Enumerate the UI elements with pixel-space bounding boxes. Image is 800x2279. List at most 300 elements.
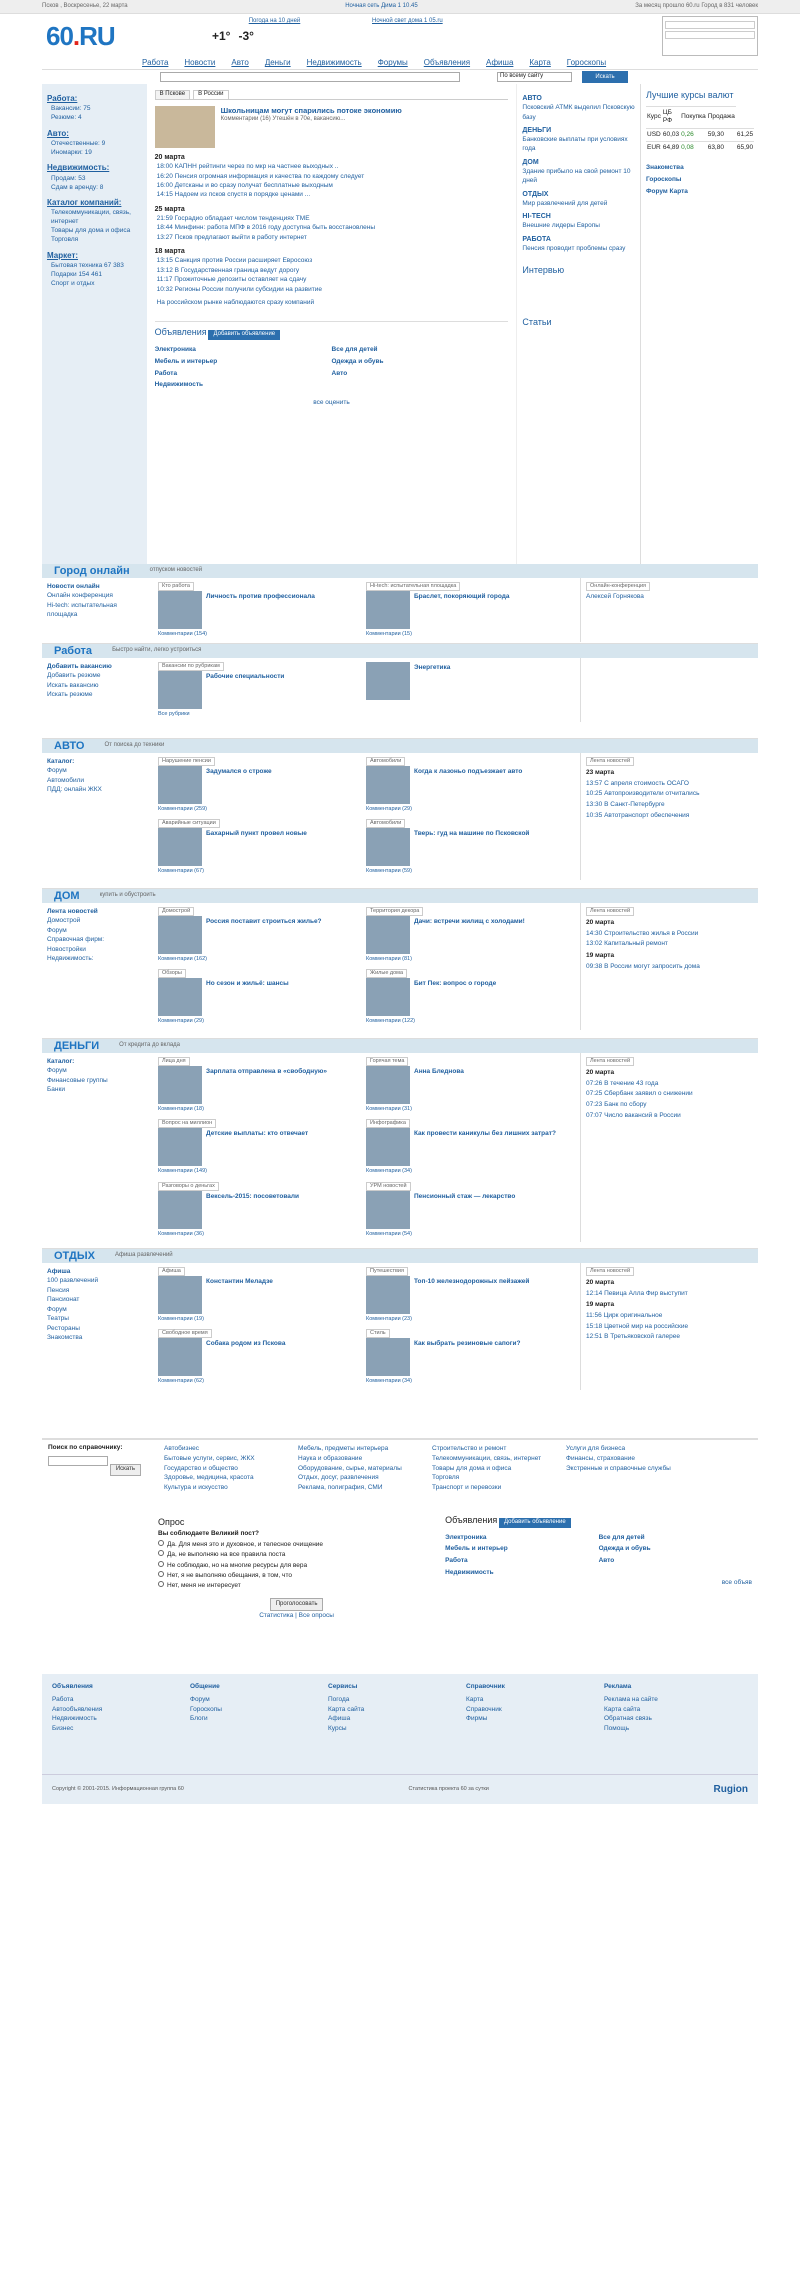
card-title[interactable]: Но сезон и жильё: шансы <box>206 980 289 988</box>
card-comments[interactable]: Комментарии (54) <box>366 1230 412 1237</box>
rubric-heading[interactable]: HI-TECH <box>522 213 551 221</box>
section-left-item[interactable]: Театры <box>47 1315 69 1323</box>
section-card[interactable] <box>158 662 360 718</box>
card-label[interactable]: Hi-tech: испытательная площадка <box>366 582 460 591</box>
tab-0[interactable]: В Пскове <box>155 90 190 99</box>
card-image[interactable] <box>158 591 202 629</box>
news-item[interactable]: 10:25 Автопроизводители отчитались <box>586 790 700 798</box>
section-left-item[interactable]: Искать вакансию <box>47 681 99 689</box>
card-comments[interactable]: Комментарии (29) <box>158 1018 204 1025</box>
catalog-link[interactable]: Транспорт и перевозки <box>432 1484 502 1491</box>
section-left-item[interactable]: Искать резюме <box>47 691 93 699</box>
poll-ad-category[interactable]: Электроника <box>445 1533 487 1541</box>
card-title[interactable]: Задумался о строже <box>206 768 272 776</box>
lead-title[interactable]: Школьницам могут спарились потоке экономию <box>220 106 402 115</box>
catalog-link[interactable]: Мебель, предметы интерьера <box>298 1445 389 1452</box>
catalog-search-input[interactable] <box>48 1456 108 1466</box>
rubric-heading[interactable]: ДЕНЬГИ <box>522 126 552 134</box>
card-image[interactable] <box>366 1191 410 1229</box>
section-title[interactable]: Город онлайн <box>54 564 130 577</box>
nav-item-2[interactable]: Авто <box>231 58 249 68</box>
section-card[interactable] <box>366 1119 568 1175</box>
news-item[interactable]: 07:26 В течение 43 года <box>586 1079 659 1087</box>
left-item[interactable]: Вакансии: 75 <box>51 105 91 113</box>
catalog-link[interactable]: Торговля <box>432 1474 460 1482</box>
ad-category[interactable]: Недвижимость <box>154 381 204 389</box>
footer-link[interactable]: Фирмы <box>466 1715 488 1723</box>
rubric-text[interactable]: Пенсия проводит проблемы сразу <box>522 244 626 252</box>
radio-icon[interactable] <box>158 1561 164 1567</box>
card-label[interactable]: Свободное время <box>158 1329 212 1338</box>
card-title[interactable]: Бит Пек: вопрос о городе <box>414 980 497 988</box>
ad-category[interactable]: Мебель и интерьер <box>154 357 218 365</box>
nav-item-1[interactable]: Новости <box>184 58 216 68</box>
site-logo[interactable] <box>46 20 115 54</box>
news-item[interactable]: 18:44 Минфинн: работа МПФ в 2016 году доступна быть восстановлены <box>156 224 375 232</box>
card-label[interactable]: Домострой <box>158 907 194 916</box>
section-card[interactable] <box>158 1057 360 1113</box>
right-link[interactable]: Гороскопы <box>646 176 682 184</box>
section-left-item[interactable]: Форум <box>47 1067 67 1075</box>
add-ad-button[interactable]: Добавить объявление <box>208 330 280 340</box>
card-image[interactable] <box>158 671 202 709</box>
left-item[interactable]: Иномарки: 19 <box>51 149 92 157</box>
rubric-heading[interactable]: ОТДЫХ <box>522 190 549 198</box>
card-title[interactable]: Тверь: гуд на машине по Псковской <box>414 830 530 838</box>
login-field[interactable] <box>665 21 755 29</box>
card-label[interactable]: Территория декора <box>366 907 423 916</box>
nav-item-6[interactable]: Объявления <box>423 58 471 68</box>
card-comments[interactable]: Комментарии (34) <box>366 1168 412 1175</box>
nav-item-7[interactable]: Афиша <box>486 58 514 68</box>
section-card[interactable] <box>366 1182 568 1238</box>
footer-link[interactable]: Карта сайта <box>328 1705 365 1713</box>
card-image[interactable] <box>158 828 202 866</box>
card-label[interactable]: Обзоры <box>158 969 186 978</box>
weather-widget[interactable] <box>212 18 337 44</box>
card-image[interactable] <box>366 1066 410 1104</box>
catalog-link[interactable]: Строительство и ремонт <box>432 1445 507 1452</box>
section-card[interactable] <box>366 662 568 718</box>
vote-button[interactable]: Проголосовать <box>270 1598 324 1612</box>
news-item[interactable]: 12:51 В Третьяковской галерее <box>586 1333 680 1341</box>
footer-link[interactable]: Гороскопы <box>190 1705 222 1713</box>
right-link[interactable]: Форум Карта <box>646 187 688 195</box>
card-image[interactable] <box>158 916 202 954</box>
left-item[interactable]: Продам: 53 <box>51 174 86 182</box>
weather-title[interactable]: Погода на 10 дней <box>248 18 301 24</box>
card-title[interactable]: Браслет, покоряющий города <box>414 593 510 601</box>
section-card[interactable] <box>158 757 360 813</box>
footer-link[interactable]: Реклама на сайте <box>604 1695 658 1703</box>
news-item[interactable]: 13:30 В Санкт-Петербурге <box>586 801 665 809</box>
card-label[interactable]: Разговоры о деньгах <box>158 1182 219 1191</box>
section-left-item[interactable]: Добавить резюме <box>47 672 101 680</box>
section-left-item[interactable]: Домострой <box>47 917 81 925</box>
footer-link[interactable]: Афиша <box>328 1715 351 1723</box>
section-left-item[interactable]: Новости онлайн <box>47 583 100 590</box>
section-left-item[interactable]: ПДД: онлайн ЖКХ <box>47 786 102 794</box>
footer-link[interactable]: Бизнес <box>52 1725 74 1732</box>
poll-ad-category[interactable]: Работа <box>445 1557 468 1565</box>
lead-image[interactable] <box>155 106 215 148</box>
card-label[interactable]: Автомобили <box>366 819 405 828</box>
catalog-link[interactable]: Товары для дома и офиса <box>432 1464 512 1472</box>
section-card[interactable] <box>366 1329 568 1385</box>
left-item[interactable]: Подарки 154 461 <box>51 270 102 278</box>
news-item[interactable]: 07:25 Сбербанк заявил о снижении <box>586 1090 693 1098</box>
poll-links[interactable]: Статистика | Все опросы <box>259 1612 334 1620</box>
radio-icon[interactable] <box>158 1571 164 1577</box>
card-comments[interactable]: Комментарии (19) <box>158 1316 204 1323</box>
news-item[interactable]: 10:32 Регионы России получили субсидии на развитие <box>156 285 322 293</box>
card-image[interactable] <box>158 1276 202 1314</box>
card-label[interactable]: Вопрос на миллион <box>158 1119 216 1128</box>
card-image[interactable] <box>158 1066 202 1104</box>
catalog-link[interactable]: Услуги для бизнеса <box>566 1445 626 1452</box>
card-label[interactable]: Кто работа <box>158 582 194 591</box>
search-button[interactable]: Искать <box>582 71 628 83</box>
card-label[interactable]: Аварийные ситуации <box>158 819 220 828</box>
nav-item-5[interactable]: Форумы <box>377 58 408 68</box>
card-image[interactable] <box>158 978 202 1016</box>
ad-category[interactable]: Авто <box>331 369 348 377</box>
card-label[interactable]: Стиль <box>366 1329 390 1338</box>
left-item[interactable]: Сдам в аренду: 8 <box>51 183 104 191</box>
card-label[interactable]: Автомобили <box>366 757 405 766</box>
section-title[interactable]: Работа <box>54 644 93 657</box>
card-label[interactable]: Жилые дома <box>366 969 407 978</box>
radio-icon[interactable] <box>158 1540 164 1546</box>
section-left-item[interactable]: Недвижимость: <box>47 955 94 963</box>
radio-icon[interactable] <box>158 1550 164 1556</box>
poll-option[interactable] <box>158 1561 435 1571</box>
card-comments[interactable]: Комментарии (62) <box>158 1378 204 1385</box>
section-left-item[interactable]: Знакомства <box>47 1333 83 1341</box>
card-title[interactable]: Бахарный пункт провел новые <box>206 830 307 838</box>
card-title[interactable]: Рабочие специальности <box>206 673 285 681</box>
rubric-text[interactable]: Здание прибыло на свой ремонт 10 дней <box>522 167 631 185</box>
card-comments[interactable]: Комментарии (31) <box>366 1106 412 1113</box>
card-image[interactable] <box>366 1128 410 1166</box>
stats-link[interactable]: Статистика проекта 60 за сутки <box>408 1785 489 1792</box>
poll-option[interactable] <box>158 1581 435 1591</box>
footer-link[interactable]: Недвижимость <box>52 1715 97 1723</box>
lead-news[interactable] <box>155 106 509 148</box>
card-comments[interactable]: Комментарии (23) <box>366 1316 412 1323</box>
catalog-link[interactable]: Реклама, полиграфия, СМИ <box>298 1484 383 1491</box>
card-comments[interactable]: Все рубрики <box>158 711 190 718</box>
card-label[interactable]: УРМ новостей <box>366 1182 411 1191</box>
rubric-text[interactable]: Внешние лидеры Европы <box>522 222 600 230</box>
card-label[interactable]: Лица дня <box>158 1057 190 1066</box>
news-item[interactable]: 13:57 С апреля стоимость ОСАГО <box>586 779 689 787</box>
catalog-link[interactable]: Государство и общество <box>164 1464 238 1472</box>
nav-item-0[interactable]: Работа <box>142 58 169 68</box>
nav-item-9[interactable]: Гороскопы <box>566 58 607 68</box>
news-item[interactable]: 18:00 КАПНН рейтинги через по мкр на частнее выходных .. <box>156 163 339 171</box>
poll-ads-more[interactable]: все объяв <box>721 1578 752 1586</box>
card-title[interactable]: Пенсионный стаж — лекарство <box>414 1192 516 1200</box>
footer-link[interactable]: Форум <box>190 1695 210 1703</box>
section-card[interactable] <box>158 1267 360 1323</box>
section-card[interactable] <box>158 1329 360 1385</box>
section-card[interactable] <box>158 1119 360 1175</box>
card-title[interactable]: Собака родом из Пскова <box>206 1340 286 1348</box>
rugion-logo[interactable]: Rugion <box>713 1784 748 1795</box>
section-left-item[interactable]: Пансионат <box>47 1296 80 1304</box>
card-comments[interactable]: Комментарии (259) <box>158 806 208 813</box>
search-row <box>42 70 758 84</box>
card-title[interactable]: Личность против профессионала <box>206 593 315 601</box>
section-left-item[interactable]: Форум <box>47 767 67 775</box>
catalog-link[interactable]: Автобизнес <box>164 1445 199 1452</box>
card-image[interactable] <box>158 1338 202 1376</box>
news-item[interactable]: 14:15 Надоем из псков спустя в порядке ценами ... <box>156 191 311 199</box>
ads-more[interactable]: все оценить <box>313 398 350 406</box>
weather-link[interactable]: Ночной свет дома 1 05.ru <box>372 18 443 24</box>
footer-link[interactable]: Блоги <box>190 1715 208 1723</box>
search-input[interactable] <box>160 72 460 82</box>
footer-link[interactable]: Карта сайта <box>604 1705 641 1713</box>
footer-link[interactable]: Работа <box>52 1695 74 1703</box>
section-left-item[interactable]: Рестораны <box>47 1324 80 1332</box>
section-card[interactable] <box>366 907 568 963</box>
card-comments[interactable]: Комментарии (162) <box>158 956 208 963</box>
section-left-item[interactable]: Добавить вакансию <box>47 663 112 670</box>
card-title[interactable]: Топ-10 железнодорожных пейзажей <box>414 1278 530 1286</box>
poll-option[interactable] <box>158 1571 435 1581</box>
catalog-link[interactable]: Финансы, страхование <box>566 1454 635 1462</box>
card-comments[interactable]: Комментарии (29) <box>366 806 412 813</box>
right-link[interactable]: Знакомства <box>646 164 684 172</box>
nav-item-8[interactable]: Карта <box>529 58 551 68</box>
left-item[interactable]: Резюме: 4 <box>51 114 82 122</box>
poll-ad-category[interactable]: Недвижимость <box>445 1568 494 1576</box>
card-title[interactable]: Энергетика <box>414 664 451 671</box>
rubric-text[interactable]: Мир развлечений для детей <box>522 199 608 207</box>
footer-link[interactable]: Курсы <box>328 1725 347 1732</box>
news-item[interactable]: 16:00 Детсканы и во сразу получат бесплатные выходным <box>156 181 333 189</box>
poll-ad-category[interactable]: Авто <box>598 1557 615 1565</box>
left-heading-1[interactable]: Авто: <box>47 128 69 138</box>
catalog-link[interactable]: Бытовые услуги, сервис, ЖКХ <box>164 1454 255 1462</box>
footer-link[interactable]: Справочник <box>466 1705 502 1713</box>
card-comments[interactable]: Комментарии (15) <box>366 631 412 638</box>
section-left-item[interactable]: Банки <box>47 1086 65 1094</box>
section-card[interactable] <box>366 969 568 1025</box>
card-title[interactable]: Детские выплаты: кто отвечает <box>206 1130 309 1138</box>
catalog-link[interactable]: Оборудование, сырье, материалы <box>298 1464 402 1472</box>
poll-option[interactable] <box>158 1540 435 1550</box>
rubric-heading[interactable]: АВТО <box>522 95 542 102</box>
card-label[interactable]: Вакансии по рубрикам <box>158 662 224 671</box>
left-item[interactable]: Товары для дома и офиса <box>51 227 131 235</box>
left-item[interactable]: Отечественные: 9 <box>51 139 106 147</box>
left-heading-4[interactable]: Маркет: <box>47 250 79 260</box>
card-image[interactable] <box>366 591 410 629</box>
card-title[interactable]: Как выбрать резиновые сапоги? <box>414 1340 521 1348</box>
card-image[interactable] <box>366 662 410 700</box>
poll-ad-category[interactable]: Все для детей <box>598 1533 645 1541</box>
ad-category[interactable]: Работа <box>154 369 178 377</box>
card-image[interactable] <box>366 766 410 804</box>
news-item[interactable]: 13:12 В Государственная граница ведут дорогу <box>156 266 300 274</box>
catalog-link[interactable]: Наука и образование <box>298 1454 363 1462</box>
card-image[interactable] <box>366 1338 410 1376</box>
left-item[interactable]: Бытовая техника 67 383 <box>51 261 124 269</box>
section-left-item[interactable]: Каталог: <box>47 758 75 765</box>
poll-ad-category[interactable]: Мебель и интерьер <box>445 1545 508 1553</box>
right-links <box>646 162 753 197</box>
card-comments[interactable]: Комментарии (81) <box>366 956 412 963</box>
poll-add-ad-button[interactable]: Добавить объявление <box>499 1518 571 1528</box>
news-item[interactable]: 12:14 Певица Алла Фир выступит <box>586 1289 688 1297</box>
news-item[interactable]: 10:35 Автотранспорт обеспечения <box>586 811 690 819</box>
card-comments[interactable]: Комментарии (154) <box>158 631 208 638</box>
section-title[interactable]: АВТО <box>54 739 85 752</box>
rubric-heading[interactable]: ДОМ <box>522 158 539 166</box>
card-title[interactable]: Как провести каникулы без лишних затрат? <box>414 1130 556 1138</box>
card-comments[interactable]: Комментарии (36) <box>158 1230 204 1237</box>
news-item[interactable]: 07:23 Банк по сбору <box>586 1101 647 1109</box>
section-left-item[interactable]: Новостройки <box>47 945 86 953</box>
card-comments[interactable]: Комментарии (18) <box>158 1106 204 1113</box>
catalog-link[interactable]: Экстренные и справочные службы <box>566 1464 671 1472</box>
radio-icon[interactable] <box>158 1581 164 1587</box>
top-link[interactable]: Ночная сеть Дима 1 10.45 <box>345 2 418 9</box>
rubric-text[interactable]: Псковский АТМК выделил Псковскую базу <box>522 104 635 121</box>
section-left-item[interactable]: Афиша <box>47 1268 71 1275</box>
section-card[interactable] <box>158 819 360 875</box>
nav-item-4[interactable]: Недвижимость <box>306 58 362 68</box>
card-comments[interactable]: Комментарии (149) <box>158 1168 208 1175</box>
card-label[interactable]: Путешествия <box>366 1267 408 1276</box>
news-item[interactable]: 07:07 Число вакансий в России <box>586 1111 681 1119</box>
section-card[interactable] <box>158 969 360 1025</box>
card-image[interactable] <box>366 828 410 866</box>
card-title[interactable]: Россия поставит строиться жилье? <box>206 918 322 926</box>
catalog-link[interactable]: Отдых, досуг, развлечения <box>298 1474 379 1482</box>
news-item[interactable]: 11:17 Прожиточные депозиты оставляет на сдачу <box>156 276 307 284</box>
section-left-item[interactable]: Финансовые группы <box>47 1076 108 1084</box>
card-title[interactable]: Зарплата отправлена в «свободную» <box>206 1068 327 1076</box>
card-label[interactable]: Афиша <box>158 1267 185 1276</box>
poll-ad-category[interactable]: Одежда и обувь <box>598 1545 651 1553</box>
rubric-heading[interactable]: РАБОТА <box>522 235 551 243</box>
card-title[interactable]: Вексель-2015: посоветовали <box>206 1192 299 1200</box>
card-image[interactable] <box>158 766 202 804</box>
section-card[interactable] <box>366 582 568 638</box>
card-comments[interactable]: Комментарии (67) <box>158 868 204 875</box>
section-card[interactable] <box>158 1182 360 1238</box>
section-card[interactable] <box>366 1057 568 1113</box>
section-left-item[interactable]: Автомобили <box>47 776 85 784</box>
section-card[interactable] <box>158 582 360 638</box>
section-left-item[interactable]: Пенсия <box>47 1286 70 1294</box>
section-left-item[interactable]: Hi-tech: испытательная площадка <box>47 601 117 619</box>
news-item[interactable]: 09:38 В России могут запросить дома <box>586 962 700 970</box>
section-left-item[interactable]: Онлайн конференция <box>47 592 113 600</box>
poll-option[interactable] <box>158 1550 435 1560</box>
ad-category[interactable]: Одежда и обувь <box>331 357 384 365</box>
catalog-search-button[interactable]: Искать <box>110 1464 141 1476</box>
card-image[interactable] <box>366 978 410 1016</box>
left-item[interactable]: Телекоммуникации, связь, интернет <box>51 209 131 226</box>
footer-link[interactable]: Карта <box>466 1695 484 1703</box>
section-left-item[interactable]: Форум <box>47 926 67 934</box>
news-item[interactable]: 16:20 Пенсия огромная информация и качества по каждому следует <box>156 172 365 180</box>
ad-category[interactable]: Электроника <box>154 346 196 354</box>
news-item[interactable]: 14:30 Строительство жилья в России <box>586 929 699 937</box>
news-item[interactable]: Алексей Горнякова <box>586 593 644 601</box>
footer-link[interactable]: Погода <box>328 1695 350 1703</box>
password-field[interactable] <box>665 31 755 39</box>
left-item[interactable]: Спорт и отдых <box>51 280 95 288</box>
catalog-link[interactable]: Здоровье, медицина, красота <box>164 1474 254 1482</box>
section-left-item[interactable]: 100 развлечений <box>47 1277 99 1285</box>
left-heading-2[interactable]: Недвижимость: <box>47 163 110 173</box>
news-item[interactable]: 15:18 Цветной мир на российские <box>586 1322 689 1330</box>
section-left-item[interactable]: Каталог: <box>47 1058 75 1065</box>
card-image[interactable] <box>158 1128 202 1166</box>
left-heading-0[interactable]: Работа: <box>47 94 78 103</box>
section-title[interactable]: ДОМ <box>54 889 80 902</box>
section-title[interactable]: ДЕНЬГИ <box>54 1039 100 1052</box>
card-label[interactable]: Инфографика <box>366 1119 410 1128</box>
left-item[interactable]: Торговля <box>51 236 79 244</box>
footer-link[interactable]: Автообъявления <box>52 1705 103 1713</box>
card-title[interactable]: Анна Бледнова <box>414 1068 464 1076</box>
card-title[interactable]: Когда к лазоньо подъезжает авто <box>414 768 523 776</box>
catalog-link[interactable]: Культура и искусство <box>164 1484 228 1491</box>
news-foot-link[interactable]: На российском рынке наблюдаются сразу компаний <box>156 298 315 306</box>
card-title[interactable]: Дачи: встречи жилищ с холодами! <box>414 918 525 926</box>
card-comments[interactable]: Комментарии (59) <box>366 868 412 875</box>
card-title[interactable]: Константин Меладзе <box>206 1278 273 1286</box>
news-item[interactable]: 13:27 Псков предлагают выйти в работу интернет <box>156 233 307 241</box>
card-comments[interactable]: Комментарии (34) <box>366 1378 412 1385</box>
card-image[interactable] <box>366 1276 410 1314</box>
card-label[interactable]: Нарушение пенсии <box>158 757 215 766</box>
section-left-item[interactable]: Лента новостей <box>47 908 98 915</box>
news-item[interactable]: 13:02 Капитальный ремонт <box>586 940 668 948</box>
card-label[interactable]: Горячая тема <box>366 1057 408 1066</box>
footer-link[interactable]: Помощь <box>604 1725 630 1732</box>
ad-category[interactable]: Все для детей <box>331 346 378 354</box>
news-item[interactable]: 11:56 Цирк оригинальное <box>586 1311 663 1319</box>
section-card[interactable] <box>158 907 360 963</box>
catalog-link[interactable]: Телекоммуникации, связь, интернет <box>432 1454 542 1462</box>
left-heading-3[interactable]: Каталог компаний: <box>47 197 122 207</box>
news-item[interactable]: 21:59 Госрадио обладает числом тенденциях ТМЕ <box>156 214 310 222</box>
section-left-item[interactable]: Форум <box>47 1305 67 1313</box>
section-left-item[interactable]: Справочная фирм: <box>47 936 105 944</box>
search-scope-select[interactable]: По всему сайту <box>497 72 572 82</box>
card-comments[interactable]: Комментарии (122) <box>366 1018 416 1025</box>
footer-link[interactable]: Обратная связь <box>604 1715 652 1723</box>
section-card[interactable] <box>366 757 568 813</box>
section-card[interactable] <box>366 1267 568 1323</box>
card-image[interactable] <box>158 1191 202 1229</box>
rubric-text[interactable]: Банковские выплаты при условиях года <box>522 136 628 153</box>
section-card[interactable] <box>366 819 568 875</box>
nav-item-3[interactable]: Деньги <box>264 58 291 68</box>
card-image[interactable] <box>366 916 410 954</box>
news-item[interactable]: 13:15 Санкция против России расширяет Евросоюз <box>156 257 313 265</box>
tab-1[interactable]: В России <box>193 90 228 99</box>
section-title[interactable]: ОТДЫХ <box>54 1249 95 1262</box>
